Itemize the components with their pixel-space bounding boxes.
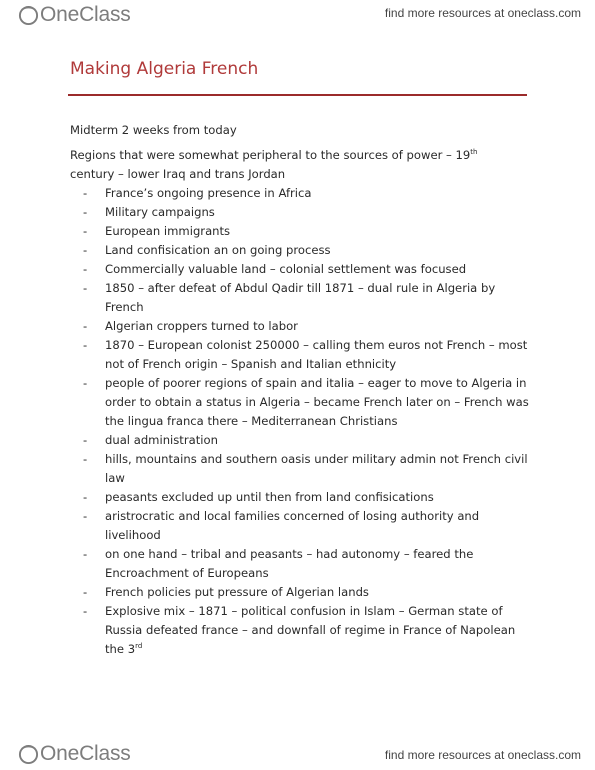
list-item: - peasants excluded up until then from land confisications xyxy=(105,488,530,507)
document-title: Making Algeria French xyxy=(70,59,259,79)
regions-line-b: century – lower Iraq and trans Jordan xyxy=(70,167,286,181)
last-bullet-text: Explosive mix – 1871 – political confusion in Islam – German state of Russia defeated france – and downfall of regime in France of Napolean the 3 xyxy=(105,604,516,656)
logo-text: OneClass xyxy=(40,742,131,765)
title-divider xyxy=(68,94,527,96)
notes-list xyxy=(70,184,530,659)
regions-paragraph xyxy=(70,146,530,184)
regions-line-a: Regions that were somewhat peripheral to the sources of power – 19 xyxy=(70,148,471,162)
list-item: - hills, mountains and southern oasis under military admin not French civil law xyxy=(105,450,530,488)
list-item: - people of poorer regions of spain and italia – eager to move to Algeria in order to obtain a status in Algeria – became French later on – French was the lingua franca there – Mediterranean Christians xyxy=(105,374,530,431)
logo-text: OneClass xyxy=(40,3,131,26)
list-item: - European immigrants xyxy=(105,222,530,241)
list-item: - aristrocratic and local families concerned of losing authority and livelihood xyxy=(105,507,530,545)
list-item: - Commercially valuable land – colonial settlement was focused xyxy=(105,260,530,279)
find-resources-link[interactable]: find more resources at oneclass.com xyxy=(384,6,581,20)
find-resources-link-footer[interactable]: find more resources at oneclass.com xyxy=(384,748,581,762)
oneclass-logo-icon xyxy=(18,5,39,26)
list-item: - Military campaigns xyxy=(105,203,530,222)
last-bullet-superscript: rd xyxy=(135,642,143,651)
oneclass-footer-logo[interactable] xyxy=(18,742,131,766)
oneclass-logo-icon xyxy=(18,744,39,765)
list-item-last xyxy=(105,602,530,659)
list-item: - Land confisication an on going process xyxy=(105,241,530,260)
list-item: - on one hand – tribal and peasants – had autonomy – feared the Encroachment of Europeans xyxy=(105,545,530,583)
intro-line: Midterm 2 weeks from today xyxy=(70,123,237,137)
oneclass-logo[interactable] xyxy=(18,3,131,27)
list-item: - 1850 – after defeat of Abdul Qadir till 1871 – dual rule in Algeria by French xyxy=(105,279,530,317)
regions-superscript: th xyxy=(470,148,478,157)
document-body xyxy=(70,121,530,659)
list-item: - 1870 – European colonist 250000 – calling them euros not French – most not of French origin – Spanish and Italian ethnicity xyxy=(105,336,530,374)
list-item: - France’s ongoing presence in Africa xyxy=(105,184,530,203)
list-item: - Algerian croppers turned to labor xyxy=(105,317,530,336)
list-item: - French policies put pressure of Algerian lands xyxy=(105,583,530,602)
list-item: - dual administration xyxy=(105,431,530,450)
